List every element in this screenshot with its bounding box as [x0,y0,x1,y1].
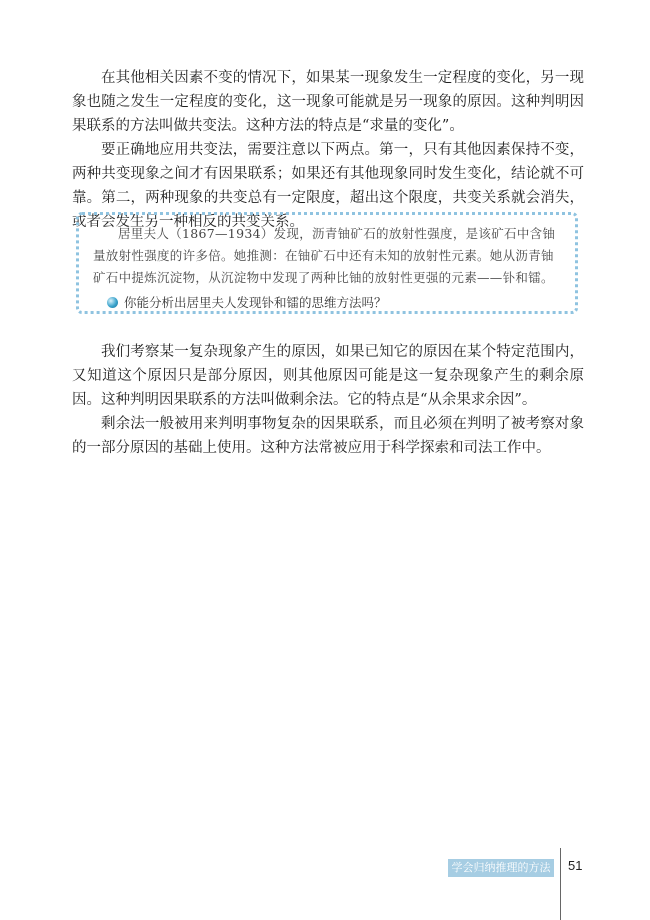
example-box [76,212,578,314]
paragraph-covariation-method: 在其他相关因素不变的情况下，如果某一现象发生一定程度的变化，另一现象也随之发生一定程度的变化，这一现象可能就是另一现象的原因。这种判明因果联系的方法叫做共变法。这种方法的特点是“求量的变化”。 [72,70,584,134]
sphere-bullet-icon [107,297,118,308]
paragraph-covariation-notes: 要正确地应用共变法，需要注意以下两点。第一，只有其他因素保持不变，两种共变现象之间才有因果联系；如果还有其他现象同时发生变化，结论就不可靠。第二，两种现象的共变总有一定限度，超出这个限度，共变关系就会消失，或者会发生另一种相反的共变关系。 [72,142,584,230]
example-text: 居里夫人（1867—1934）发现，沥青铀矿石的放射性强度，是该矿石中含铀量放射性强度的许多倍。她推测：在铀矿石中还有未知的放射性元素。她从沥青铀矿石中提炼沉淀物，从沉淀物中发现了两种比铀的放射性更强的元素——钋和镭。 [93,226,556,285]
question-text: 你能分析出居里夫人发现钋和镭的思维方法吗？ [124,295,387,310]
footer-divider [560,848,561,920]
question-line [107,293,387,311]
footer-section-title: 学会归纳推理的方法 [448,859,554,877]
paragraph-residue-usage: 剩余法一般被用来判明事物复杂的因果联系，而且必须在判明了被考察对象的一部分原因的基础上使用。这种方法常被应用于科学探索和司法工作中。 [72,416,584,456]
paragraph-residue-method: 我们考察某一复杂现象产生的原因，如果已知它的原因在某个特定范围内，又知道这个原因只是部分原因，则其他原因可能是这一复杂现象产生的剩余原因。这种判明因果联系的方法叫做剩余法。它的特点是“从余果求余因”。 [72,344,584,408]
page-number: 51 [568,858,583,873]
